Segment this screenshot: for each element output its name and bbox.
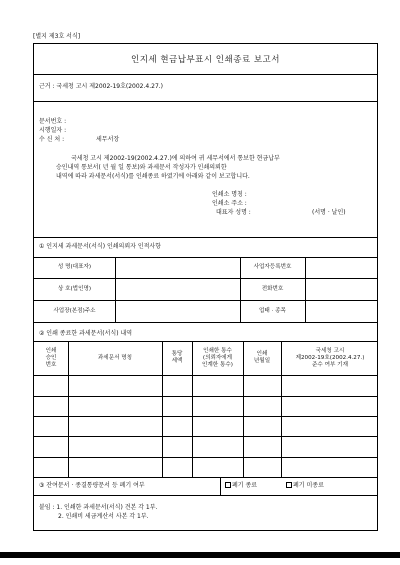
divider — [34, 457, 377, 458]
recipient-value: 세무서장 — [96, 136, 120, 143]
divider — [34, 477, 377, 478]
checkbox[interactable] — [286, 482, 292, 488]
col-header-print-approval-no: 인쇄 승인 번호 — [45, 348, 57, 368]
disposal-not-completed-option[interactable]: 폐기 미종료 — [286, 482, 324, 490]
recipient-label: 수 신 처 : — [39, 136, 65, 143]
printer-name-label: 인쇄소 명칭 : — [212, 191, 247, 198]
basis-text: 근거 : 국세청 고시 제2002-19호(2002.4.27.) — [39, 83, 164, 90]
attachment-line-2: 2. 인쇄비 세금계산서 사본 각 1부. — [58, 513, 149, 520]
col-header-tax-per-copy: 통당 세액 — [171, 351, 183, 364]
business-type-label: 업태 · 종목 — [259, 308, 286, 314]
section3-heading: ③ 잔여문서 · 종결통량문서 등 폐기 여부 — [39, 482, 145, 489]
page-bottom-bar — [0, 552, 400, 558]
divider — [220, 477, 221, 495]
divider — [34, 416, 377, 417]
col-header-compliance: 국세청 고시 제2002-19호(2002.4.27.) 준수 여부 기재 — [295, 348, 365, 368]
seal-note: (서명 · 날인) — [312, 209, 346, 216]
printer-address-label: 인쇄소 주소 : — [212, 200, 247, 207]
divider — [305, 257, 306, 322]
divider — [34, 436, 377, 437]
col-header-copies-printed: 인쇄한 통수 (의뢰자에게 인계한 통수) — [202, 348, 233, 368]
issue-date-label: 시행일자 : — [39, 127, 67, 134]
divider — [34, 341, 377, 342]
body-line-2: 승인내역 통보서( 년 월 일 통보)와 과세문서 작성자가 인쇄의뢰한 — [56, 164, 227, 171]
section2-heading: ② 인쇄 종료한 과세문서(서식) 내역 — [39, 330, 133, 337]
col-header-document-name: 과세문서 명칭 — [97, 355, 133, 361]
address-label: 사업장(본점)주소 — [53, 308, 96, 314]
disposal-completed-option[interactable]: 폐기 종료 — [225, 482, 257, 490]
section1-heading: ① 인지세 과세문서(서식) 인쇄의뢰자 인적사항 — [39, 243, 162, 250]
col-header-print-date: 인쇄 년월일 — [253, 351, 271, 364]
divider — [115, 257, 116, 322]
checkbox[interactable] — [225, 482, 231, 488]
form-number-label: [별지 제3호 서식] — [33, 33, 81, 40]
form-title: 인지세 현금납부표시 인쇄종료 보고서 — [131, 55, 280, 65]
attachment-line-1: 붙임 : 1. 인쇄한 과세문서(서식) 견본 각 1부. — [39, 504, 158, 511]
divider — [34, 300, 377, 301]
divider — [34, 237, 377, 238]
report-form — [33, 43, 378, 531]
divider — [34, 396, 377, 397]
representative-label: 대표자 성명 : — [216, 209, 251, 216]
body-line-1: 국세청 고시 제2002-19(2002.4.27.)에 의하여 귀 세무서에서 통보한 현금납부 — [71, 155, 280, 162]
divider — [34, 257, 377, 258]
business-reg-label: 사업자등록번호 — [253, 264, 292, 270]
divider — [34, 74, 377, 75]
doc-number-label: 문서번호 : — [39, 118, 67, 125]
divider — [34, 375, 377, 376]
divider — [34, 322, 377, 323]
body-line-3: 내역에 따라 과세문서(서식)를 인쇄종료 하였기에 아래와 같이 보고합니다. — [56, 173, 250, 180]
company-label: 상 호(법인명) — [57, 286, 92, 292]
divider — [34, 495, 377, 496]
divider — [34, 278, 377, 279]
divider — [34, 101, 377, 102]
phone-label: 전화번호 — [261, 286, 284, 292]
name-label: 성 명(대표자) — [57, 264, 92, 270]
